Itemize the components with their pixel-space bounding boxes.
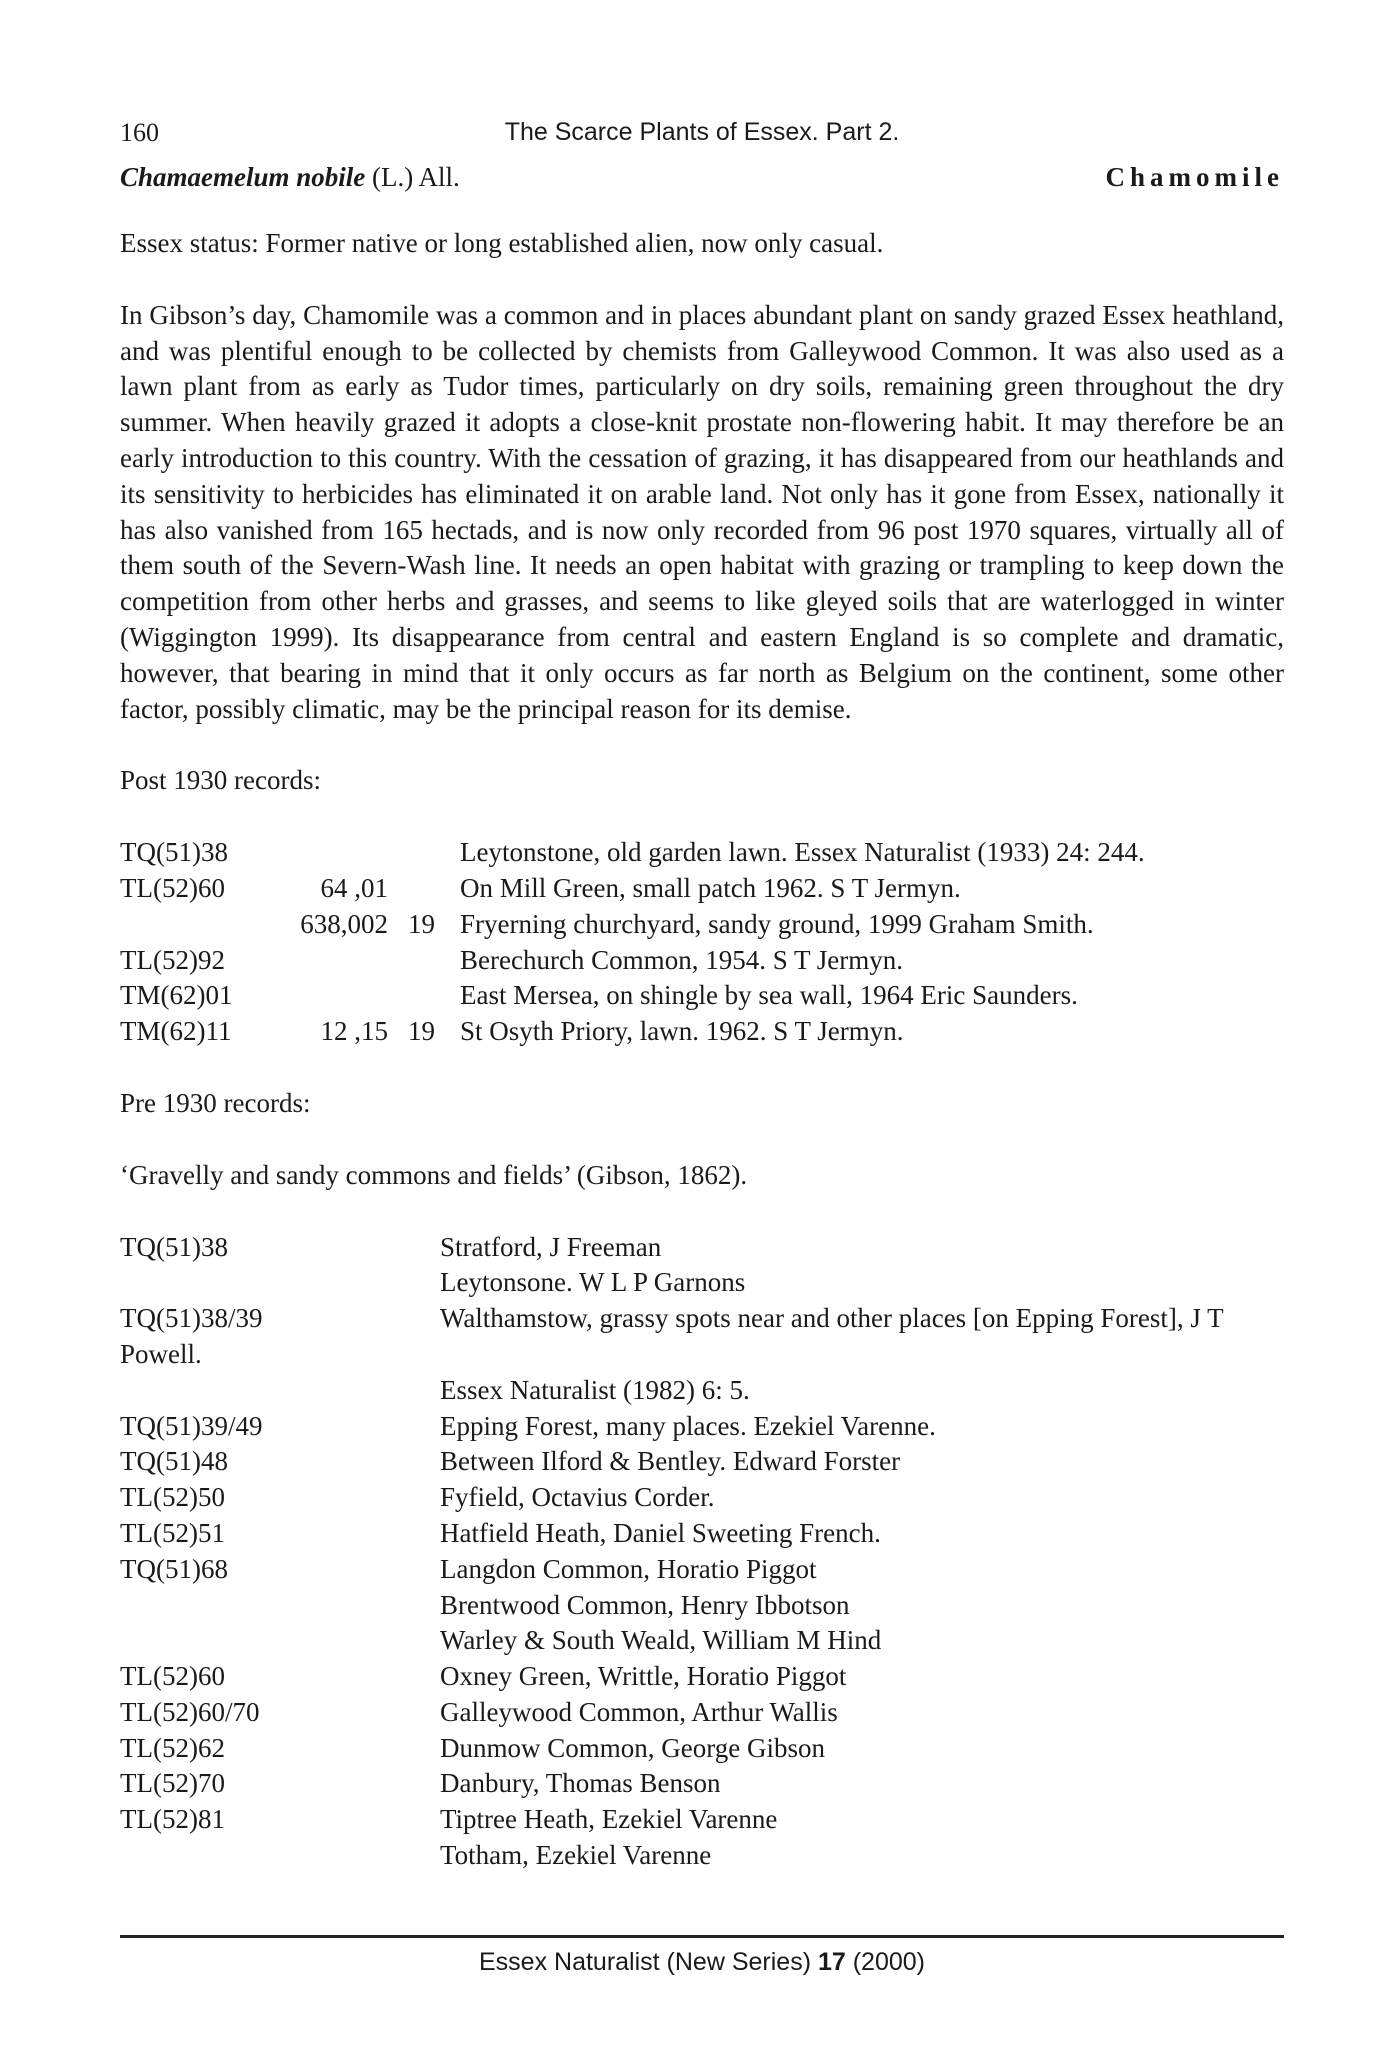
record-description: Oxney Green, Writtle, Horatio Piggot [440,1661,847,1692]
record-description: Berechurch Common, 1954. S T Jermyn. [460,944,903,975]
record-description: Leytonstone, old garden lawn. Essex Naturalist (1933) 24: 244. [460,837,1145,868]
table-row [120,1802,1284,1838]
table-row [120,1695,1284,1731]
page-number: 160 [120,118,159,147]
record-description: Fyfield, Octavius Corder. [440,1482,715,1513]
table-row [120,907,1145,943]
grid-ref: TQ(51)38/39 [120,1303,263,1334]
grid-ref: TL(52)81 [120,1804,225,1835]
record-description: Epping Forest, many places. Ezekiel Varenne. [440,1410,936,1441]
running-title: The Scarce Plants of Essex. Part 2. [504,118,900,146]
year-ref [408,943,460,979]
record-description: Leytonsone. W L P Garnons [440,1267,746,1298]
grid-ref: TL(52)70 [120,1768,225,1799]
grid-ref: TQ(51)68 [120,1553,228,1584]
pre-1930-label: Pre 1930 records: [120,1087,311,1118]
table-row [120,835,1145,871]
grid-ref: TL(52)62 [120,1732,225,1763]
year-ref: 19 [408,908,435,939]
grid-ref: TQ(51)39/49 [120,1410,263,1441]
record-description: On Mill Green, small patch 1962. S T Jermyn. [460,872,961,903]
table-row [120,943,1145,979]
table-row [120,1301,1284,1337]
tetrad-ref [268,835,408,871]
table-row [120,1409,1284,1445]
grid-ref: TL(52)50 [120,1482,225,1513]
grid-ref [120,1265,440,1301]
grid-ref: TQ(51)38 [120,1231,228,1262]
table-row [120,1766,1284,1802]
table-row [120,1230,1284,1266]
common-name: Chamomile [1105,162,1284,192]
grid-ref: TL(52)60 [120,872,225,903]
footer-rule [120,1935,1284,1938]
record-description: Hatfield Heath, Daniel Sweeting French. [440,1517,881,1548]
tetrad-ref: 64 ,01 [320,872,388,903]
record-description: Totham, Ezekiel Varenne [440,1840,712,1871]
tetrad-ref [268,978,408,1014]
record-description: Between Ilford & Bentley. Edward Forster [440,1446,901,1477]
table-row [120,1552,1284,1588]
post-1930-records-table [120,835,1145,1050]
record-description: Galleywood Common, Arthur Wallis [440,1696,838,1727]
record-description: Tiptree Heath, Ezekiel Varenne [440,1804,778,1835]
record-description: East Mersea, on shingle by sea wall, 1964 Eric Saunders. [460,980,1078,1011]
grid-ref: TQ(51)48 [120,1446,228,1477]
year-ref [408,871,460,907]
table-row [120,1659,1284,1695]
species-heading [120,156,1284,202]
record-description: Stratford, J Freeman [440,1231,662,1262]
journal-name: Essex Naturalist (New Series) [478,1948,818,1976]
grid-ref [120,1588,440,1624]
pre-1930-records-table [120,1230,1284,1337]
grid-ref: TL(52)60 [120,1661,225,1692]
authority: (L.) All. [365,162,460,192]
footer [120,1948,1284,1977]
scientific-name: Chamaemelum nobile [120,162,366,192]
tetrad-ref: 638,002 [300,908,388,939]
grid-ref: TM(62)11 [120,1016,232,1047]
table-row [120,1265,1284,1301]
species-name [120,162,460,193]
grid-ref [120,1838,440,1874]
grid-ref: TQ(51)38 [120,837,228,868]
record-description: Danbury, Thomas Benson [440,1768,721,1799]
tetrad-ref: 12 ,15 [320,1016,388,1047]
table-row [120,1731,1284,1767]
grid-ref: TL(52)51 [120,1517,225,1548]
grid-ref [120,1373,440,1409]
table-row [120,1588,1284,1624]
grid-ref: TL(52)60/70 [120,1696,260,1727]
year-ref [408,835,460,871]
table-row [120,871,1145,907]
record-description: Warley & South Weald, William M Hind [440,1625,882,1656]
record-description: Dunmow Common, George Gibson [440,1732,825,1763]
post-1930-label: Post 1930 records: [120,765,321,796]
wrapped-line: Powell. [120,1338,202,1369]
record-description: St Osyth Priory, lawn. 1962. S T Jermyn. [460,1016,904,1047]
table-row [120,1373,1284,1409]
grid-ref: TM(62)01 [120,980,233,1011]
table-row [120,978,1145,1014]
table-row [120,1480,1284,1516]
record-description: Langdon Common, Horatio Piggot [440,1553,817,1584]
table-row [120,1444,1284,1480]
table-row [120,1838,1284,1874]
running-head [120,110,1284,150]
pre-1930-records-table-cont [120,1373,1284,1874]
record-description: Walthamstow, grassy spots near and other places [on Epping Forest], J T [440,1303,1224,1334]
grid-ref [120,907,268,943]
year-ref [408,978,460,1014]
record-description: Brentwood Common, Henry Ibbotson [440,1589,850,1620]
table-row [120,1014,1145,1050]
grid-ref: TL(52)92 [120,944,225,975]
table-row [120,1623,1284,1659]
table-row [120,1516,1284,1552]
species-account: In Gibson’s day, Chamomile was a common and in places abundant plant on sandy grazed Essex heathland, and was plentiful enough to be collected by chemists from Galleywood Common. It was also used as a lawn plant from as early as Tudor times, particularly on dry soils, remaining green throughout the dry summer. When heavily grazed it adopts a close-knit prostate non-flowering habit. It may therefore be an early introduction to this country. With the cessation of grazing, it has disappeared from our heathlands and its sensitivity to herbicides has eliminated it on arable land. Not only has it gone from Essex, nationally it has also vanished from 165 hectads, and is now only recorded from 96 post 1970 squares, virtually all of them south of the Severn-Wash line. It needs an open habitat with grazing or trampling to keep down the competition from other herbs and grasses, and seems to like gleyed soils that are waterlogged in winter (Wiggington 1999). Its disappearance from central and eastern England is so complete and dramatic, however, that bearing in mind that it only occurs as far north as Belgium on the continent, some other factor, possibly climatic, may be the principal reason for its demise. [120,299,1284,724]
record-description: Fryerning churchyard, sandy ground, 1999 Graham Smith. [460,908,1094,939]
tetrad-ref [268,943,408,979]
record-description: Essex Naturalist (1982) 6: 5. [440,1374,750,1405]
year-ref: 19 [408,1016,435,1047]
gibson-quote: ‘Gravelly and sandy commons and fields’ (Gibson, 1862). [120,1159,748,1190]
grid-ref [120,1623,440,1659]
essex-status: Essex status: Former native or long established alien, now only casual. [120,228,884,258]
volume-number: 17 [817,1948,846,1976]
page [120,110,1284,1874]
journal-year: (2000) [845,1948,925,1976]
